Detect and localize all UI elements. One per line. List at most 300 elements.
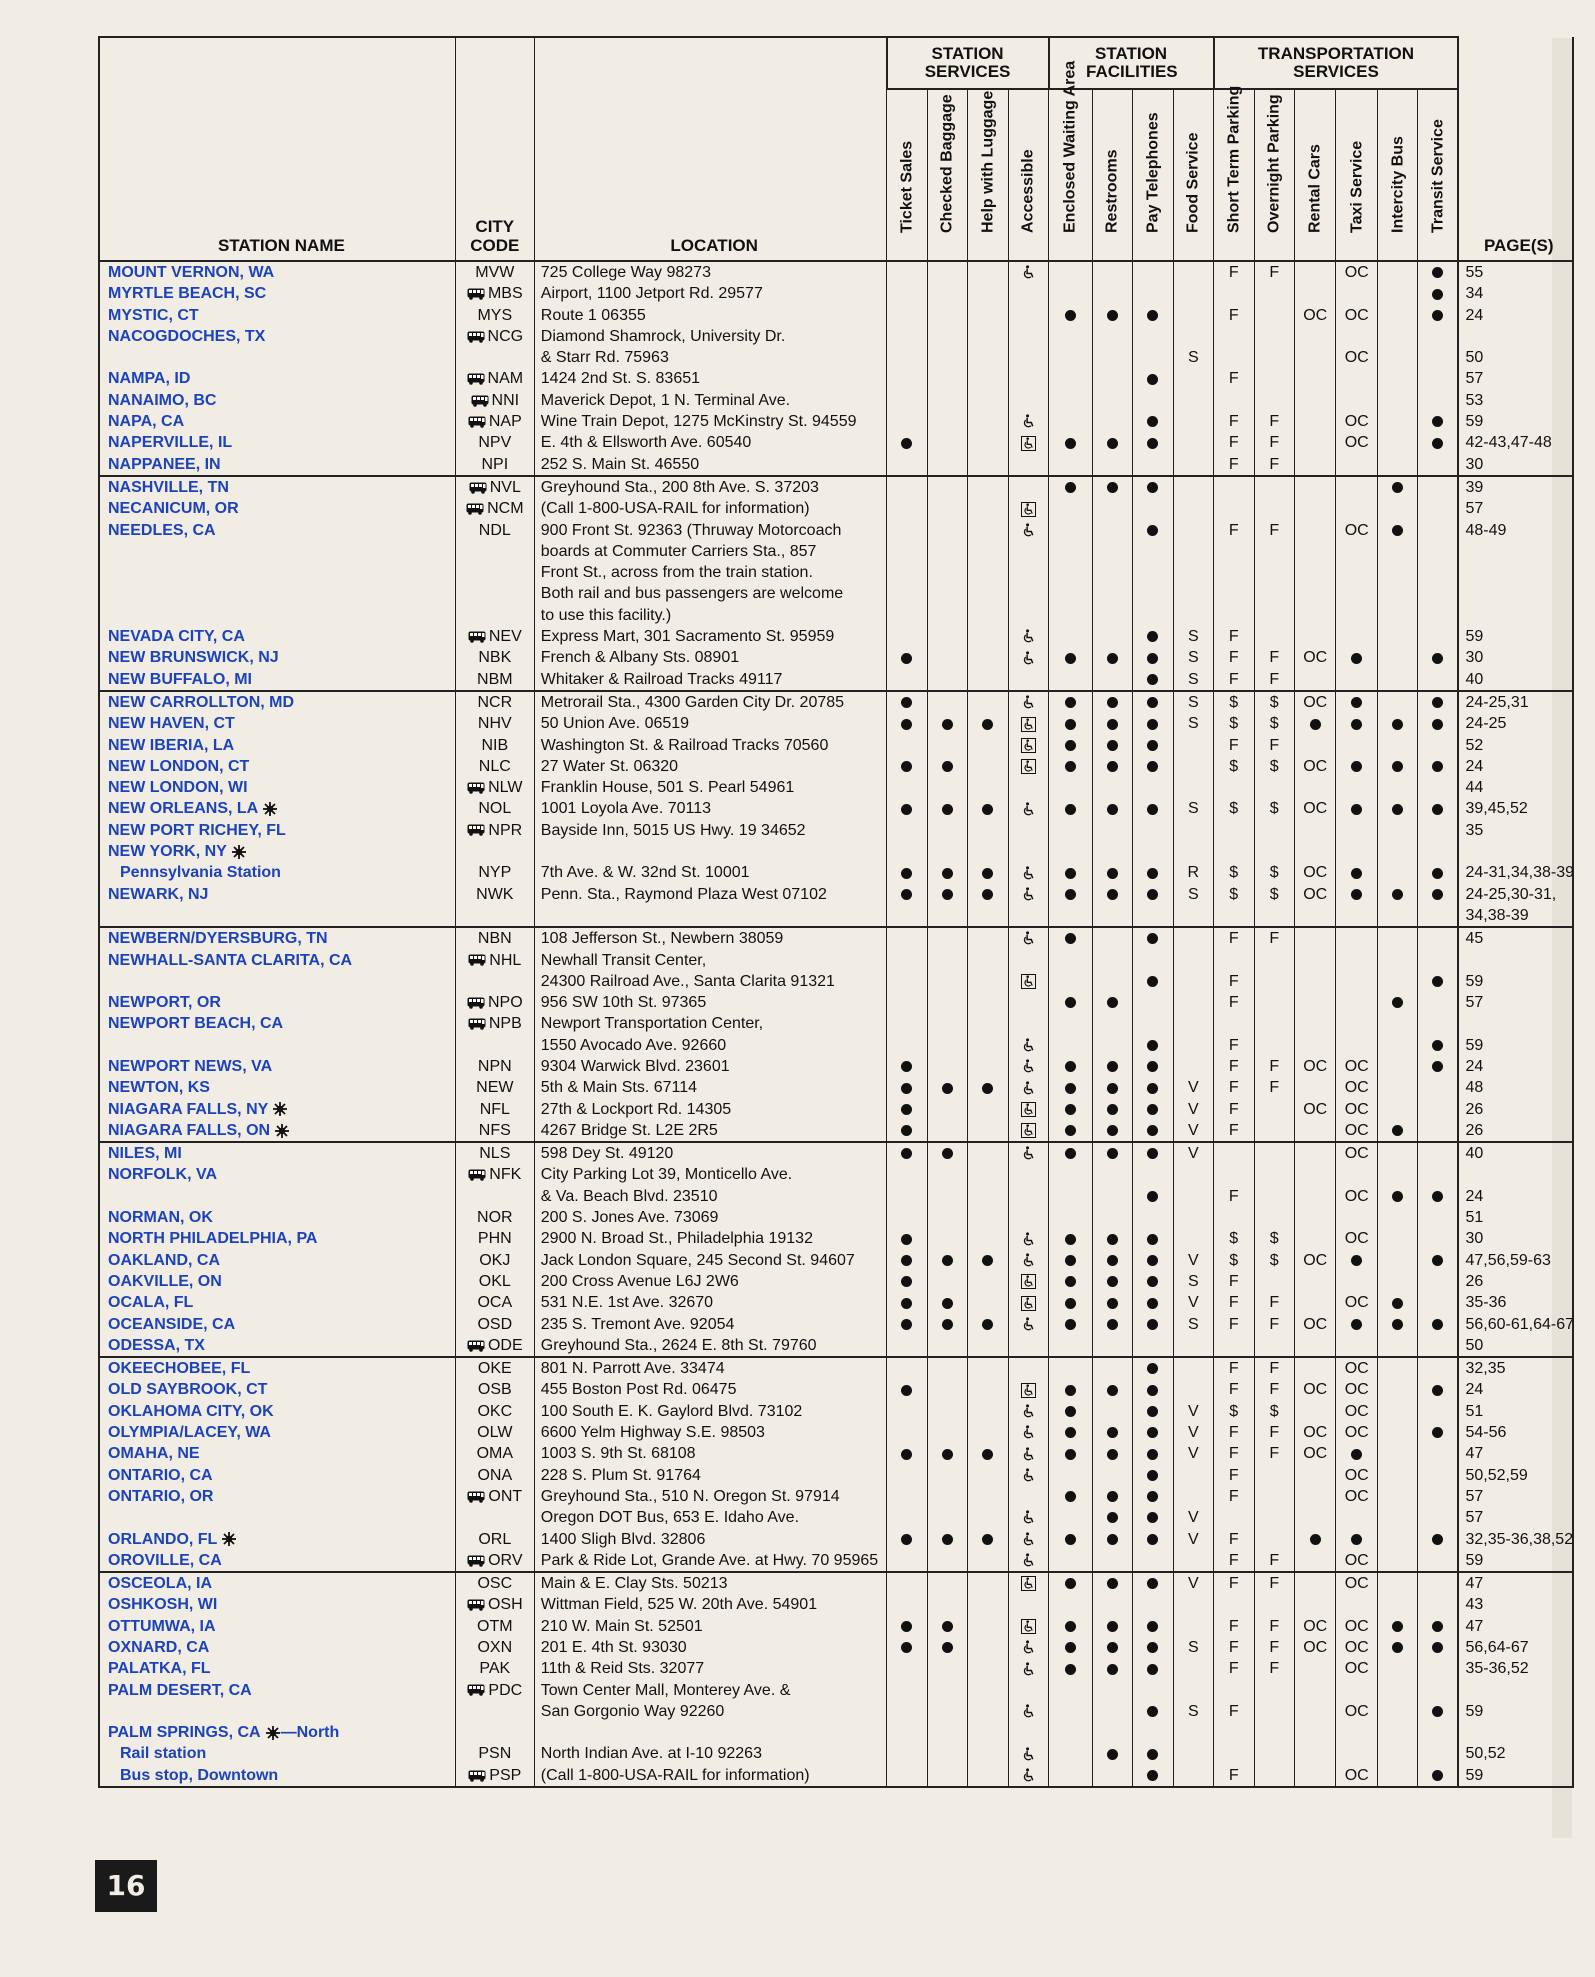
service-cell [1008, 992, 1049, 1013]
service-cell [1092, 1658, 1132, 1679]
table-row [99, 1357, 1573, 1379]
service-code: $ [1229, 885, 1239, 903]
page-refs: 50 [1465, 349, 1484, 367]
service-cell [1049, 971, 1093, 992]
service-cell [1294, 390, 1336, 411]
service-cell [1049, 1722, 1093, 1743]
pages-cell [1458, 862, 1573, 883]
service-cell [1377, 368, 1417, 389]
city-code-cell [455, 927, 534, 949]
service-cell [1008, 1056, 1049, 1077]
pages-cell [1458, 1035, 1573, 1056]
service-cell [1214, 583, 1254, 604]
available-dot-icon [1107, 1061, 1118, 1072]
station-name: MYSTIC, CT [108, 306, 199, 324]
accessible-icon [1021, 1468, 1036, 1483]
service-cell [927, 1401, 967, 1422]
service-cell [1173, 1013, 1213, 1034]
service-cell [1008, 454, 1049, 476]
city-code-cell [455, 841, 534, 862]
service-cell [927, 1594, 967, 1615]
location-text: 725 College Way 98273 [540, 264, 711, 281]
available-dot-icon [942, 1449, 953, 1460]
service-cell [1214, 1443, 1254, 1464]
service-cell [1418, 305, 1458, 326]
service-cell [887, 1228, 927, 1249]
available-dot-icon [901, 1385, 912, 1396]
service-cell [1254, 1292, 1294, 1313]
available-dot-icon [942, 1319, 953, 1330]
thruway-bus-icon [467, 1555, 485, 1567]
service-cell [1049, 1401, 1093, 1422]
service-cell [1294, 1357, 1336, 1379]
service-cell [1173, 1186, 1213, 1207]
service-cell [968, 1722, 1008, 1743]
service-code: OC [1344, 1660, 1369, 1678]
city-code-cell [455, 390, 534, 411]
city-code-cell [455, 1443, 534, 1464]
city-code-cell [455, 1486, 534, 1507]
location-text: French & Albany Sts. 08901 [540, 649, 740, 667]
service-cell [1336, 777, 1378, 798]
service-cell [1133, 562, 1173, 583]
service-cell [1214, 1314, 1254, 1335]
station-name-cell [99, 992, 455, 1013]
service-cell [1092, 841, 1132, 862]
available-dot-icon [1147, 1664, 1158, 1675]
service-cell [968, 1594, 1008, 1615]
location-text: (Call 1-800-USA-RAIL for information) [540, 500, 810, 518]
service-cell [1377, 1077, 1417, 1098]
service-code: S [1187, 1315, 1199, 1333]
accessible-icon [1021, 1232, 1036, 1247]
service-label: Food Service [1184, 132, 1202, 233]
service-cell [1049, 368, 1093, 389]
service-cell [1214, 1658, 1254, 1679]
service-cell [1049, 777, 1093, 798]
table-row [99, 368, 1573, 389]
service-cell [1092, 1637, 1132, 1658]
service-code: $ [1269, 1230, 1279, 1248]
available-dot-icon [1107, 310, 1118, 321]
pages-cell [1458, 326, 1573, 347]
service-cell [1008, 1357, 1049, 1379]
service-cell [1418, 1271, 1458, 1292]
service-cell [1092, 626, 1132, 647]
city-code-cell [455, 1120, 534, 1142]
table-row [99, 626, 1573, 647]
service-label: Pay Telephones [1144, 112, 1162, 233]
accessible-icon [1021, 265, 1036, 280]
service-code: $ [1229, 800, 1239, 818]
available-dot-icon [1147, 1298, 1158, 1309]
service-cell [1377, 1120, 1417, 1142]
service-cell [1418, 1207, 1458, 1228]
city-code: NPO [487, 994, 523, 1012]
service-cell [1254, 691, 1294, 713]
page-refs: 40 [1465, 670, 1484, 688]
service-cell [1377, 1486, 1417, 1507]
location-cell [534, 1486, 886, 1507]
service-cell [927, 1099, 967, 1120]
service-cell [1377, 1228, 1417, 1249]
table-row [99, 1701, 1573, 1722]
service-cell [927, 1250, 967, 1271]
service-cell [1008, 1186, 1049, 1207]
page-refs: 48-49 [1465, 521, 1507, 539]
service-cell [1294, 1271, 1336, 1292]
service-cell [1133, 647, 1173, 668]
pages-cell [1458, 1743, 1573, 1764]
available-dot-icon [1147, 697, 1158, 708]
service-cell [1214, 498, 1254, 519]
city-code-cell [455, 520, 534, 541]
service-cell [1133, 1056, 1173, 1077]
page-refs: 34 [1465, 285, 1484, 303]
service-cell [927, 326, 967, 347]
service-cell [1377, 326, 1417, 347]
service-cell [887, 1572, 927, 1594]
city-code: PAK [479, 1660, 511, 1678]
page-refs: 26 [1465, 1272, 1484, 1290]
header-service-help-with-luggage [968, 89, 1008, 261]
station-name-cell [99, 735, 455, 756]
service-cell [1008, 820, 1049, 841]
service-cell [1254, 411, 1294, 432]
service-cell [1173, 798, 1213, 819]
service-cell [1214, 390, 1254, 411]
station-name: Bus stop, Downtown [120, 1766, 279, 1784]
table-row [99, 1529, 1573, 1550]
service-cell [1254, 992, 1294, 1013]
table-row [99, 1765, 1573, 1787]
major-station-icon [274, 1123, 290, 1139]
service-cell [1294, 841, 1336, 862]
location-cell [534, 605, 886, 626]
service-cell [968, 261, 1008, 283]
service-cell [1294, 777, 1336, 798]
service-code: $ [1229, 757, 1239, 775]
accessible-icon [1021, 866, 1036, 881]
station-name: NEEDLES, CA [108, 521, 216, 539]
city-code: ORL [478, 1530, 512, 1548]
service-cell [1214, 992, 1254, 1013]
service-cell [927, 1465, 967, 1486]
location-cell [534, 1507, 886, 1528]
service-cell [927, 756, 967, 777]
service-cell [1336, 283, 1378, 304]
service-cell [927, 1680, 967, 1701]
station-name-cell [99, 841, 455, 862]
available-dot-icon [942, 1255, 953, 1266]
fully-accessible-icon [1021, 1123, 1036, 1138]
service-cell [887, 454, 927, 476]
pages-cell [1458, 1142, 1573, 1164]
service-cell [1133, 347, 1173, 368]
station-name-cell [99, 368, 455, 389]
service-cell [1294, 476, 1336, 498]
pages-cell [1458, 1379, 1573, 1400]
service-cell [968, 1314, 1008, 1335]
service-cell [1049, 647, 1093, 668]
station-name-cell [99, 1271, 455, 1292]
header-service-intercity-bus [1377, 89, 1417, 261]
service-cell [1008, 798, 1049, 819]
service-code: OC [1344, 1466, 1369, 1484]
pages-cell [1458, 368, 1573, 389]
service-cell [1418, 541, 1458, 562]
service-cell [1336, 1207, 1378, 1228]
service-cell [1133, 841, 1173, 862]
service-cell [1008, 1142, 1049, 1164]
service-cell [968, 1680, 1008, 1701]
pages-cell [1458, 756, 1573, 777]
service-cell [887, 1507, 927, 1528]
service-cell [927, 841, 967, 862]
service-cell [1133, 283, 1173, 304]
available-dot-icon [901, 889, 912, 900]
service-cell [1092, 1077, 1132, 1098]
service-cell [968, 1507, 1008, 1528]
service-cell [1173, 454, 1213, 476]
city-code: NFS [478, 1121, 511, 1139]
station-name: OKLAHOMA CITY, OK [108, 1402, 274, 1420]
available-dot-icon [1065, 1385, 1076, 1396]
service-cell [1049, 992, 1093, 1013]
page-refs: 24 [1465, 1057, 1484, 1075]
available-dot-icon [982, 1319, 993, 1330]
location-cell [534, 669, 886, 691]
available-dot-icon [1065, 889, 1076, 900]
service-cell [1254, 1486, 1294, 1507]
available-dot-icon [1147, 1706, 1158, 1717]
service-cell [1173, 476, 1213, 498]
service-cell [1294, 1077, 1336, 1098]
available-dot-icon [1147, 1578, 1158, 1589]
service-cell [1092, 1056, 1132, 1077]
service-cell [1173, 1164, 1213, 1185]
service-cell [1214, 1271, 1254, 1292]
service-cell [1294, 1594, 1336, 1615]
page-refs: 55 [1465, 264, 1484, 281]
service-cell [1254, 1207, 1294, 1228]
pages-cell [1458, 1572, 1573, 1594]
available-dot-icon [1065, 804, 1076, 815]
location-text: 4267 Bridge St. L2E 2R5 [540, 1121, 718, 1139]
service-cell [1008, 368, 1049, 389]
available-dot-icon [1147, 674, 1158, 685]
table-row [99, 756, 1573, 777]
service-cell [1214, 1142, 1254, 1164]
service-cell [1049, 390, 1093, 411]
service-cell [1173, 1056, 1213, 1077]
service-code: F [1228, 413, 1239, 431]
service-cell [1133, 1207, 1173, 1228]
service-cell [1133, 992, 1173, 1013]
service-cell [1254, 669, 1294, 691]
location-cell [534, 1056, 886, 1077]
city-code: NAM [487, 370, 524, 388]
service-cell [927, 1164, 967, 1185]
service-cell [927, 1271, 967, 1292]
available-dot-icon [942, 1083, 953, 1094]
service-cell [1377, 1422, 1417, 1443]
accessible-icon [1021, 1059, 1036, 1074]
service-cell [1336, 1722, 1378, 1743]
service-cell [887, 1443, 927, 1464]
location-text: 100 South E. K. Gaylord Blvd. 73102 [540, 1402, 803, 1420]
service-cell [1254, 1164, 1294, 1185]
location-text: E. 4th & Ellsworth Ave. 60540 [540, 434, 752, 452]
station-name-cell [99, 1594, 455, 1615]
available-dot-icon [1147, 1040, 1158, 1051]
service-code: $ [1269, 885, 1279, 903]
service-cell [1214, 669, 1254, 691]
service-cell [1377, 1465, 1417, 1486]
city-code-cell [455, 541, 534, 562]
service-cell [1092, 820, 1132, 841]
service-cell [1294, 411, 1336, 432]
service-cell [927, 283, 967, 304]
service-label: Checked Baggage [938, 94, 956, 233]
service-cell [1377, 669, 1417, 691]
service-cell [1092, 1164, 1132, 1185]
available-dot-icon [1432, 804, 1443, 815]
service-cell [1133, 454, 1173, 476]
service-cell [1254, 1357, 1294, 1379]
service-cell [968, 1335, 1008, 1357]
service-code: OC [1344, 1360, 1369, 1378]
station-name-cell [99, 454, 455, 476]
location-cell [534, 1465, 886, 1486]
service-code: OC [1344, 1766, 1369, 1784]
station-name: NEWBERN/DYERSBURG, TN [108, 930, 328, 948]
service-cell [1008, 1379, 1049, 1400]
service-cell [1254, 820, 1294, 841]
location-text: Whitaker & Railroad Tracks 49117 [540, 670, 783, 688]
available-dot-icon [942, 1642, 953, 1653]
city-code-cell [455, 605, 534, 626]
station-name: OSHKOSH, WI [108, 1596, 218, 1614]
service-cell [1049, 1056, 1093, 1077]
city-code: OKJ [479, 1251, 511, 1269]
service-cell [1092, 1120, 1132, 1142]
city-code-cell [455, 1401, 534, 1422]
table-row [99, 1292, 1573, 1313]
service-cell [1418, 1056, 1458, 1077]
available-dot-icon [1147, 1470, 1158, 1481]
service-cell [1254, 1228, 1294, 1249]
service-cell [1294, 1142, 1336, 1164]
service-cell [1214, 1507, 1254, 1528]
service-cell [887, 841, 927, 862]
table-row [99, 1486, 1573, 1507]
service-code: F [1269, 434, 1280, 452]
page-refs: 30 [1465, 455, 1484, 473]
service-cell [1092, 1250, 1132, 1271]
station-name-cell [99, 1680, 455, 1701]
station-name: NANAIMO, BC [108, 391, 217, 409]
service-cell [887, 1250, 927, 1271]
service-cell [1173, 562, 1213, 583]
service-code: F [1228, 1617, 1239, 1635]
location-text: North Indian Ave. at I-10 92263 [540, 1745, 762, 1763]
page-refs: 32,35-36,38,52 [1465, 1530, 1574, 1548]
service-cell [1377, 950, 1417, 971]
header-pages: PAGE(S) [1458, 37, 1573, 261]
service-cell [1254, 626, 1294, 647]
location-cell [534, 1594, 886, 1615]
station-name: NECANICUM, OR [108, 500, 239, 518]
service-cell [1092, 992, 1132, 1013]
city-code-cell [455, 777, 534, 798]
available-dot-icon [1432, 438, 1443, 449]
service-cell [1336, 583, 1378, 604]
service-code: F [1228, 972, 1239, 990]
service-cell [1418, 1013, 1458, 1034]
service-cell [927, 1443, 967, 1464]
station-name: OCALA, FL [108, 1294, 194, 1312]
service-cell [1092, 1271, 1132, 1292]
city-code: NDL [478, 521, 511, 539]
service-cell [1377, 1164, 1417, 1185]
available-dot-icon [1065, 761, 1076, 772]
station-name-cell [99, 1529, 455, 1550]
station-name: MOUNT VERNON, WA [108, 264, 275, 281]
service-cell [1092, 798, 1132, 819]
service-cell [1377, 583, 1417, 604]
available-dot-icon [1351, 697, 1362, 708]
service-cell [968, 735, 1008, 756]
table-row [99, 583, 1573, 604]
available-dot-icon [1351, 889, 1362, 900]
city-code: NPI [481, 455, 509, 473]
station-name-cell [99, 1357, 455, 1379]
station-name-suffix: —North [280, 1724, 340, 1742]
service-cell [1092, 927, 1132, 949]
service-cell [1336, 1422, 1378, 1443]
service-cell [1092, 520, 1132, 541]
table-row [99, 1120, 1573, 1142]
service-cell [1254, 390, 1294, 411]
available-dot-icon [901, 1642, 912, 1653]
service-cell [1254, 541, 1294, 562]
service-cell [1092, 1443, 1132, 1464]
service-code: V [1187, 1402, 1199, 1420]
pages-cell [1458, 1658, 1573, 1679]
city-code-cell [455, 1743, 534, 1764]
service-cell [1418, 1680, 1458, 1701]
service-code: S [1187, 628, 1199, 646]
service-cell [1049, 691, 1093, 713]
service-cell [887, 1120, 927, 1142]
location-text: City Parking Lot 39, Monticello Ave. [540, 1166, 793, 1184]
service-cell [1418, 1550, 1458, 1572]
pages-cell [1458, 1550, 1573, 1572]
service-cell [1254, 1507, 1294, 1528]
service-cell [1008, 647, 1049, 668]
service-cell [1049, 1120, 1093, 1142]
city-code: NIB [481, 736, 509, 754]
service-cell [1008, 347, 1049, 368]
service-cell [1092, 1099, 1132, 1120]
pages-cell [1458, 905, 1573, 927]
location-text: Both rail and bus passengers are welcome [540, 585, 844, 603]
available-dot-icon [942, 719, 953, 730]
service-code: F [1269, 1575, 1280, 1593]
city-code-cell [455, 1186, 534, 1207]
service-cell [927, 541, 967, 562]
